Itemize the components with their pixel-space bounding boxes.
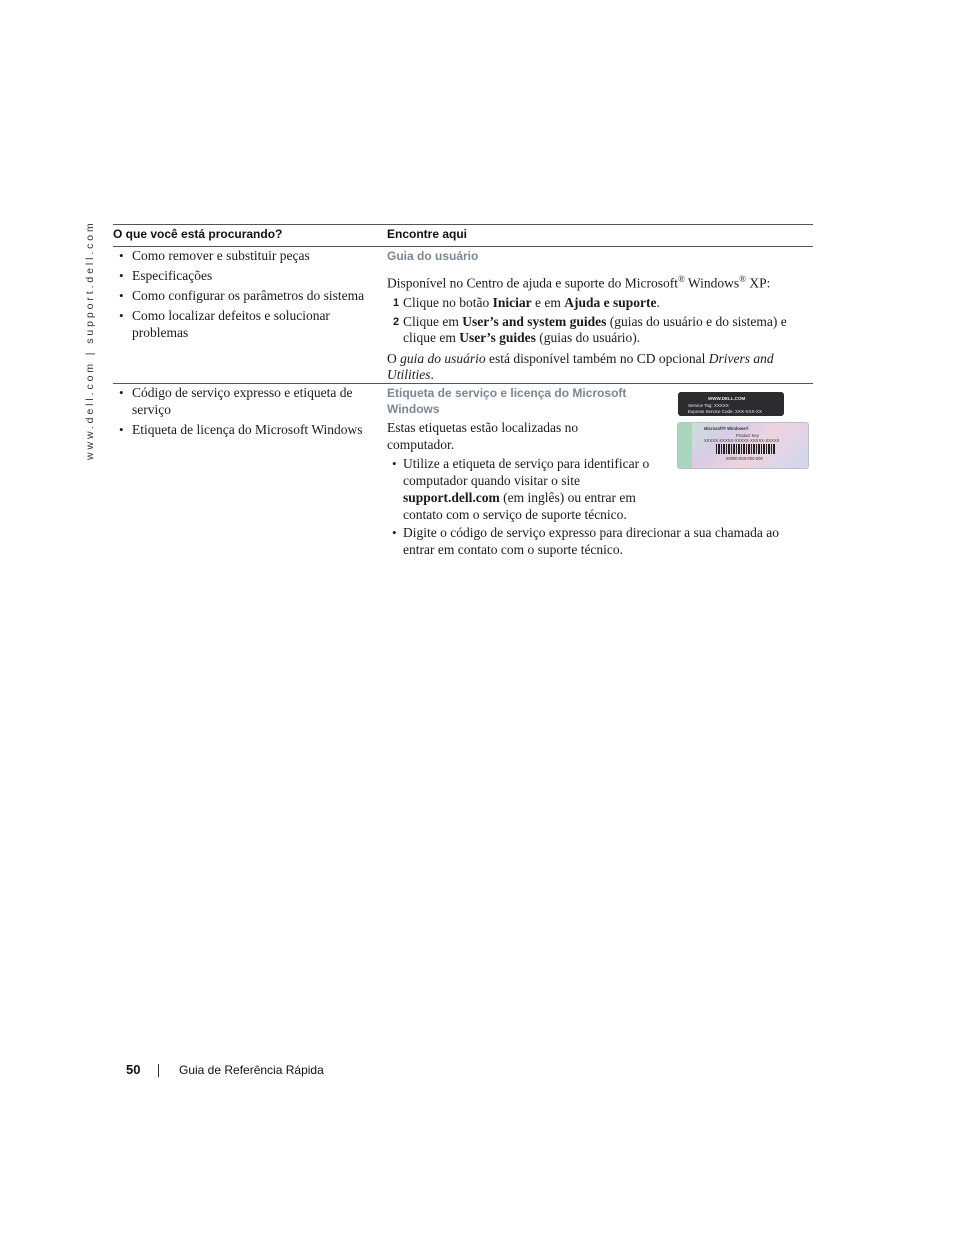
row2-topics: [113, 384, 378, 441]
footer-title: Guia de Referência Rápida: [179, 1063, 324, 1077]
list-item: • Como remover e substituir peças: [113, 247, 378, 264]
list-item: [387, 455, 663, 523]
list-item: • Etiqueta de licença do Microsoft Windows: [113, 421, 378, 438]
step-text: (guias do usuário).: [535, 330, 641, 345]
row2-intro: Estas etiquetas estão localizadas no computador.: [387, 420, 579, 452]
step-text: e em: [531, 295, 565, 310]
note-italic-text: Drivers and Utilities: [387, 350, 774, 382]
intro-text: XP:: [745, 275, 771, 291]
tag-text: Express Service Code: XXX-XXX-XX: [688, 409, 763, 414]
list-item: • Código de serviço expresso e etiqueta de serviço: [113, 384, 378, 418]
bullet-text: (em inglês) ou entrar em contato com o serviço de suporte técnico.: [403, 490, 636, 522]
list-item: • Especificações: [113, 267, 378, 284]
note-italic-text: guia do usuário: [400, 350, 486, 366]
row1-location: [387, 248, 813, 384]
windows-license-label-image: [677, 422, 809, 469]
row1-topics: [113, 247, 378, 344]
label-strip: [678, 423, 692, 468]
list-item: • Digite o código de serviço expresso para direcionar a sua chamada ao entrar em contato com o suporte técnico.: [387, 524, 813, 558]
label-text: XXXXX-XXXXX-XXXXX-XXXXX-XXXXX: [704, 438, 780, 443]
step-2: [387, 314, 813, 347]
bullet-text: Utilize a etiqueta de serviço para identificar o computador quando visitar o site: [403, 456, 650, 488]
step-text: .: [656, 295, 660, 310]
step-number: 1: [393, 297, 400, 309]
step-text: Clique no botão: [403, 295, 493, 310]
step-bold-text: Ajuda e suporte: [564, 295, 657, 310]
registered-mark: ®: [677, 274, 685, 284]
step-bold-text: Iniciar: [492, 295, 532, 310]
side-url-text: www.dell.com | support.dell.com: [84, 220, 96, 460]
row2-bullets: [387, 455, 813, 558]
registered-mark: ®: [739, 274, 746, 284]
col1-header: O que você está procurando?: [113, 227, 283, 241]
section-title-service-tag: Etiqueta de serviço e licença do Microsoft Windows: [387, 386, 627, 416]
col2-header: Encontre aqui: [387, 227, 468, 241]
step-1: [387, 295, 813, 312]
label-text: 00000-000-000-000: [726, 456, 763, 461]
list-item: • Como localizar defeitos e solucionar problemas: [113, 307, 378, 341]
tag-text: Service Tag: XXXXX: [688, 403, 729, 408]
note-text: está disponível também no CD opcional: [485, 350, 709, 366]
footer-separator: [158, 1064, 159, 1077]
note-text: O: [387, 350, 401, 366]
support-site-text: support.dell.com: [403, 490, 500, 505]
row1-note: [387, 351, 813, 384]
step-text: Clique em: [403, 313, 463, 329]
service-tag-label-image: [678, 392, 784, 416]
page-number: 50: [126, 1062, 141, 1077]
tag-text: WWW.DELL.COM: [708, 396, 746, 401]
step-text: (guias do usuário e do sistema) e clique em: [403, 313, 787, 345]
intro-text: Windows: [684, 275, 740, 291]
intro-text: Disponível no Centro de ajuda e suporte do Microsoft: [387, 275, 678, 291]
section-title-user-guide: Guia do usuário: [387, 249, 479, 263]
note-text: .: [430, 367, 434, 382]
list-item: • Como configurar os parâmetros do sistema: [113, 287, 378, 304]
label-text: Microsoft® Windows®: [704, 426, 749, 431]
step-bold-text: User’s and system guides: [462, 313, 607, 329]
row1-intro: [387, 271, 813, 292]
label-text: Product Key: [736, 433, 759, 438]
barcode-graphic: [716, 444, 776, 454]
table-top-rule: [113, 224, 813, 225]
step-bold-text: User’s guides: [459, 330, 536, 345]
step-number: 2: [393, 315, 400, 328]
